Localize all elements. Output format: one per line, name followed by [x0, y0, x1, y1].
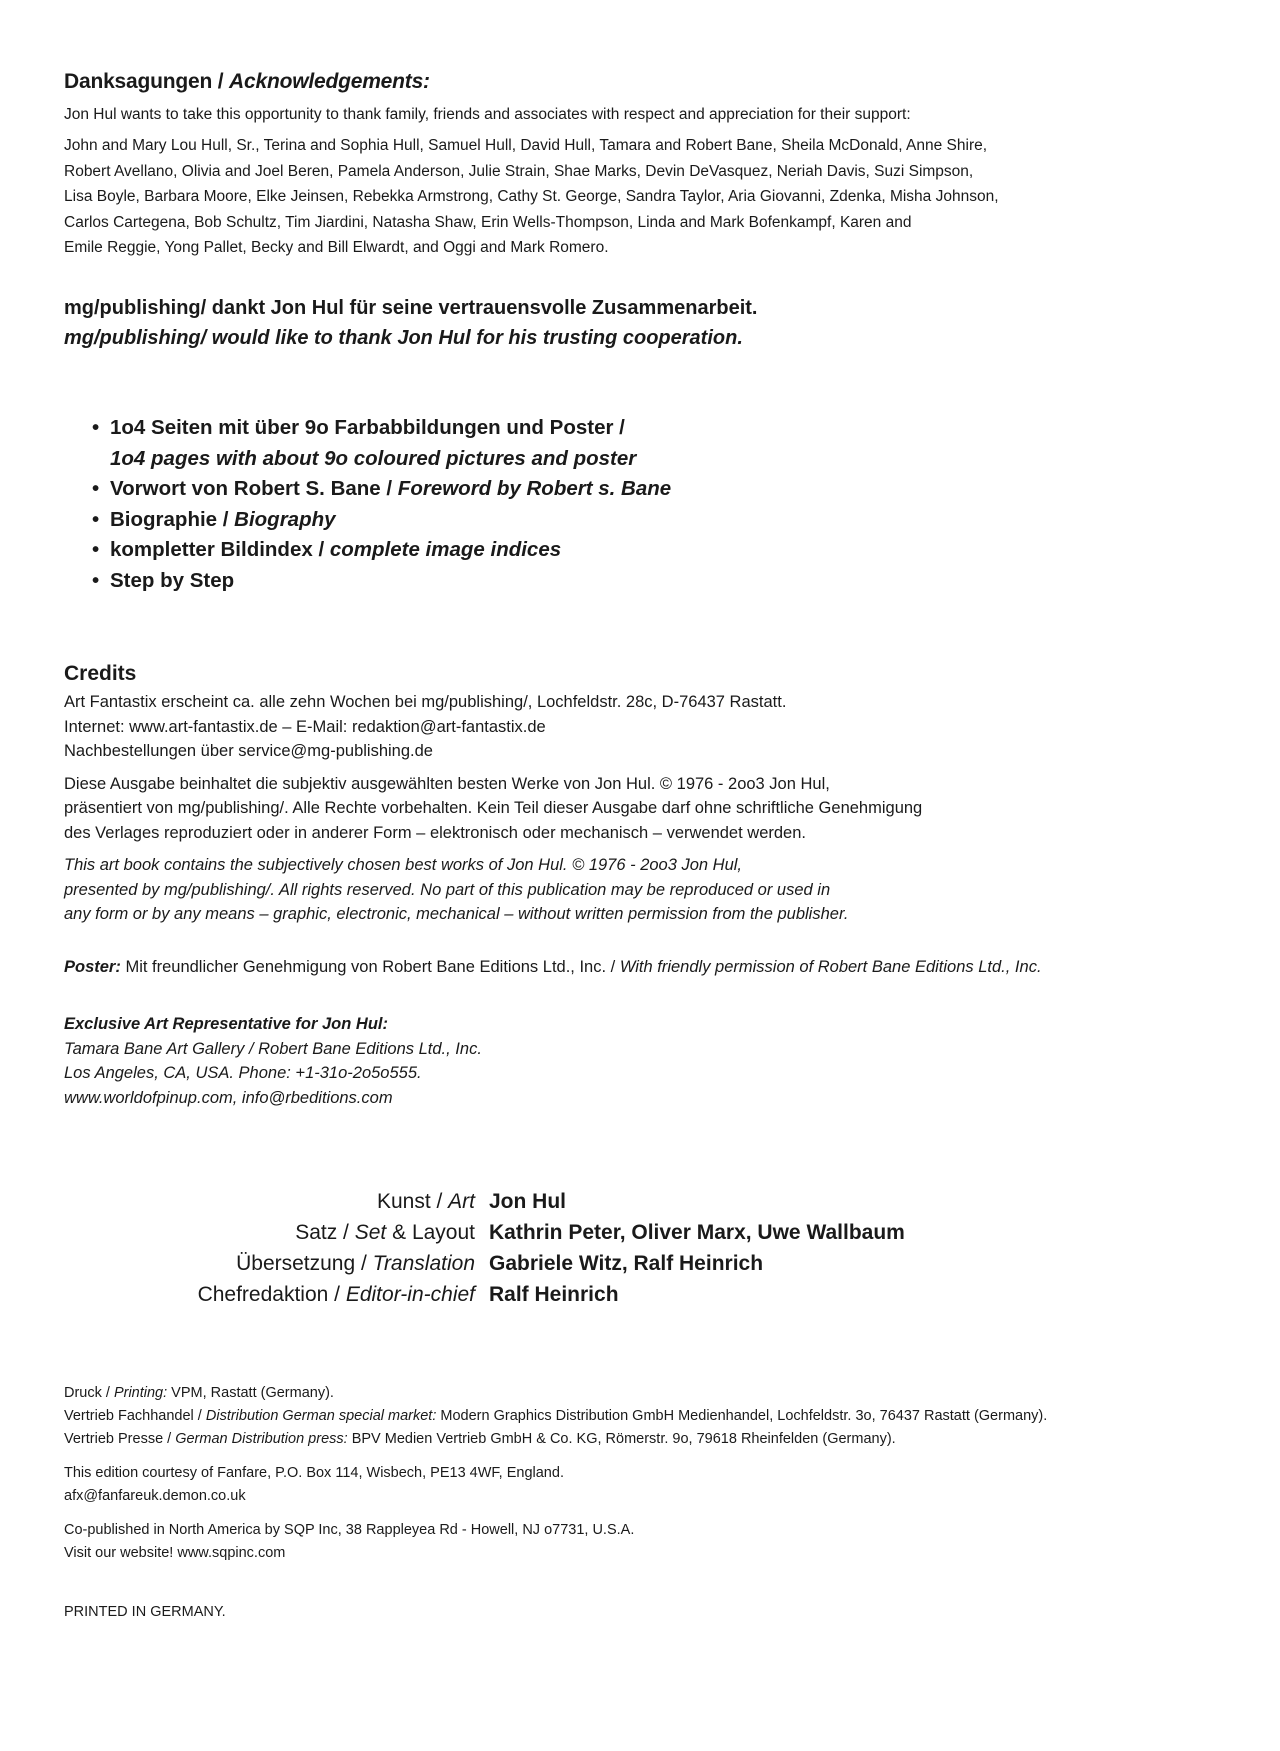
bullet-icon: • [92, 416, 100, 439]
distribution-press-line: Vertrieb Presse / German Distribution press: BPV Medien Vertrieb GmbH & Co. KG, Römerstr. 9o, 79618 Rheinfelden (Germany). [64, 1431, 896, 1447]
credits-en-line: any form or by any means – graphic, electronic, mechanical – without written permission from the publisher. [64, 905, 849, 923]
staff-role: Kunst / Art [376, 1190, 475, 1213]
staff-row [110, 1248, 905, 1279]
bullet-icon: • [92, 538, 100, 561]
credits-line: Art Fantastix erscheint ca. alle zehn Wochen bei mg/publishing/, Lochfeldstr. 28c, D-76437 Rastatt. [64, 693, 787, 711]
credits-de-line: des Verlages reproduziert oder in anderer Form – elektronisch oder mechanisch – verwendet werden. [64, 823, 806, 842]
staff-name: Kathrin Peter, Oliver Marx, Uwe Wallbaum [489, 1221, 905, 1244]
staff-role: Satz / Set & Layout [295, 1221, 475, 1244]
acknowledgements-section [64, 70, 1214, 261]
poster-de: Mit freundlicher Genehmigung von Robert Bane Editions Ltd., Inc. / [120, 958, 620, 976]
credits-de-line: präsentiert von mg/publishing/. Alle Rechte vorbehalten. Kein Teil dieser Ausgabe darf ohne schriftliche Genehmigung [64, 799, 923, 817]
credits-line: Internet: www.art-fantastix.de – E-Mail: redaktion@art-fantastix.de [64, 717, 546, 736]
features-list [92, 413, 992, 596]
feature-en: 1o4 pages with about 9o coloured pictures and poster [110, 446, 637, 470]
feature-item [92, 474, 992, 505]
bullet-icon: • [92, 477, 100, 500]
feature-en: complete image indices [329, 538, 562, 561]
representative-line: Tamara Bane Art Gallery / Robert Bane Editions Ltd., Inc. [64, 1039, 482, 1058]
representative-line: www.worldofpinup.com, info@rbeditions.com [64, 1088, 393, 1107]
representative-title: Exclusive Art Representative for Jon Hul: [64, 1015, 388, 1033]
names-line: Carlos Cartegena, Bob Schultz, Tim Jiardini, Natasha Shaw, Erin Wells-Thompson, Linda and Mark Bofenkampf, Karen and [64, 213, 912, 231]
feature-text: Step by Step [110, 568, 235, 592]
staff-row [110, 1279, 905, 1310]
fanfare-email: afx@fanfareuk.demon.co.uk [64, 1488, 246, 1504]
printed-in-germany: PRINTED IN GERMANY. [64, 1604, 226, 1620]
feature-de: 1o4 Seiten mit über 9o Farbabbildungen und Poster / [110, 416, 625, 439]
feature-item [92, 505, 992, 536]
staff-row [110, 1217, 905, 1248]
credits-line: Nachbestellungen über service@mg-publishing.de [64, 742, 433, 760]
names-line: Lisa Boyle, Barbara Moore, Elke Jeinsen, Rebekka Armstrong, Cathy St. George, Sandra Taylor, Aria Giovanni, Zdenka, Misha Johnson, [64, 188, 999, 205]
credits-en-line: presented by mg/publishing/. All rights reserved. No part of this publication may be reproduced or used in [64, 880, 831, 899]
acknowledgements-heading [64, 70, 1214, 94]
acknowledgements-intro: Jon Hul wants to take this opportunity to thank family, friends and associates with respect and appreciation for their support: [64, 106, 911, 123]
staff-table [110, 1186, 1010, 1310]
feature-de: Vorwort von Robert S. Bane / [110, 477, 398, 500]
feature-de: Biographie / [110, 507, 235, 531]
feature-de: kompletter Bildindex / [110, 538, 330, 561]
staff-name: Gabriele Witz, Ralf Heinrich [489, 1252, 764, 1275]
heading-de: Danksagungen / [64, 70, 230, 93]
poster-credit [64, 958, 1244, 977]
distribution-line: Vertrieb Fachhandel / Distribution German special market: Modern Graphics Distribution GmbH Medienhandel, Lochfeldstr. 3o, 76437 Rastatt (Germany). [64, 1408, 1048, 1424]
feature-item [92, 566, 992, 597]
bullet-icon: • [92, 507, 100, 531]
staff-role: Übersetzung / Translation [236, 1252, 475, 1275]
credits-title: Credits [64, 662, 137, 685]
representative-line: Los Angeles, CA, USA. Phone: +1-31o-2o5o555. [64, 1064, 422, 1082]
sqp-line: Co-published in North America by SQP Inc, 38 Rappleyea Rd - Howell, NJ o7731, U.S.A. [64, 1522, 635, 1538]
staff-row [110, 1186, 905, 1217]
acknowledgements-names [64, 133, 1214, 261]
names-line: John and Mary Lou Hull, Sr., Terina and Sophia Hull, Samuel Hull, David Hull, Tamara and Robert Bane, Sheila McDonald, Anne Shire, [64, 137, 988, 154]
heading-en: Acknowledgements: [229, 70, 430, 93]
names-line: Robert Avellano, Olivia and Joel Beren, Pamela Anderson, Julie Strain, Shae Marks, Devin DeVasquez, Neriah Davis, Suzi Simpson, [64, 162, 974, 180]
credits-section [64, 662, 1244, 927]
poster-label: Poster: [64, 958, 121, 976]
publisher-thanks [64, 293, 1214, 353]
thanks-en: mg/publishing/ would like to thank Jon Hul for his trusting cooperation. [64, 327, 743, 349]
staff-role: Chefredaktion / Editor-in-chief [197, 1283, 475, 1306]
thanks-de: mg/publishing/ dankt Jon Hul für seine vertrauensvolle Zusammenarbeit. [64, 297, 758, 319]
credits-en-line: This art book contains the subjectively chosen best works of Jon Hul. © 1976 - 2oo3 Jon Hul, [64, 856, 743, 874]
printing-line: Druck / Printing: VPM, Rastatt (Germany). [64, 1385, 334, 1401]
fanfare-line: This edition courtesy of Fanfare, P.O. Box 114, Wisbech, PE13 4WF, England. [64, 1465, 564, 1481]
feature-item [92, 535, 992, 566]
representative-section [64, 1012, 964, 1110]
feature-en: Foreword by Robert s. Bane [397, 477, 672, 500]
fine-print [64, 1382, 1244, 1624]
feature-item [92, 413, 992, 474]
sqp-website: Visit our website! www.sqpinc.com [64, 1545, 286, 1561]
staff-name: Ralf Heinrich [489, 1283, 619, 1306]
staff-name: Jon Hul [489, 1190, 566, 1213]
bullet-icon: • [92, 568, 100, 592]
names-line: Emile Reggie, Yong Pallet, Becky and Bill Elwardt, and Oggi and Mark Romero. [64, 239, 609, 256]
feature-en: Biography [234, 507, 336, 531]
credits-de-line: Diese Ausgabe beinhaltet die subjektiv ausgewählten besten Werke von Jon Hul. © 1976 - 2oo3 Jon Hul, [64, 774, 830, 793]
poster-en: With friendly permission of Robert Bane Editions Ltd., Inc. [619, 958, 1042, 976]
